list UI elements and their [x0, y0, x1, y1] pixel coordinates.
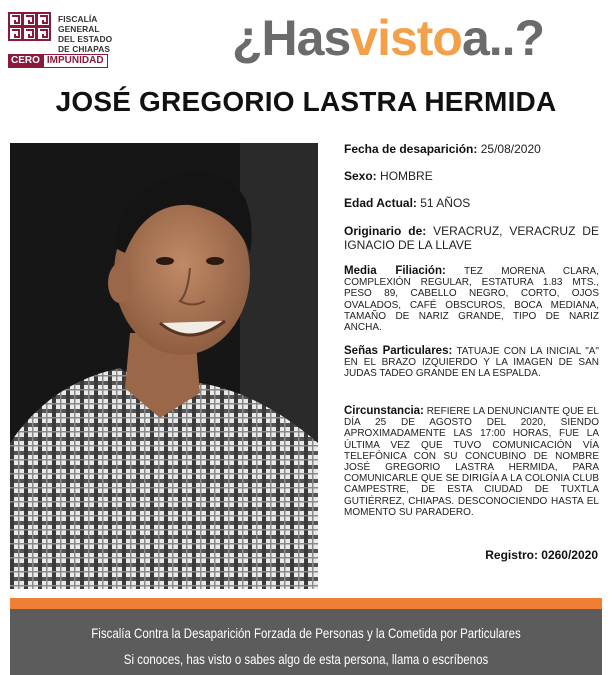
registro-number: Registro: 0260/2020 — [485, 548, 598, 562]
detail-circunstancia — [344, 406, 599, 518]
detail-filiacion — [344, 266, 599, 333]
detail-fecha — [344, 142, 541, 156]
campaign-part-visto: visto — [350, 10, 462, 66]
circunstancia-value: REFIERE LA DENUNCIANTE QUE EL DÍA 25 DE AGOSTO DEL 2020, SIENDO APROXIMADAMENTE LAS 17:00 HORAS, FUE LA ÚLTIMA VEZ QUE TUVO COMUNICACIÓN VÍA TELEFÓNICA CON SU CONCUBINO DE NOMBRE JOSÉ GREGORIO LASTRA HERMIDA, PARA COMUNICARLE QUE SE DIRIGÍA A LA COLONIA CLUB CAMPESTRE, DE ESTA CIUDAD DE TUXTLA GUTIÉRREZ, CHIAPAS. DESCONOCIENDO HASTA EL MOMENTO SU PARADERO. — [344, 406, 599, 518]
detail-sexo — [344, 169, 433, 183]
originario-value: VERACRUZ, VERACRUZ DE IGNACIO DE LA LLAVE — [344, 224, 599, 252]
person-portrait-icon — [10, 143, 318, 589]
senas-value: TATUAJE CON LA INICIAL "A" EN EL BRAZO IZQUIERDO Y LA IMAGEN DE SAN JUDAS TADEO GRANDE EN LA ESPALDA. — [344, 346, 599, 380]
detail-senas — [344, 346, 599, 380]
cero-label: CERO — [8, 54, 43, 68]
footer-agency: Fiscalía Contra la Desaparición Forzada de Personas y la Cometida por Particulares — [91, 625, 521, 641]
fiscalia-emblem-icon — [8, 12, 52, 42]
institution-line: FISCALÍA GENERAL — [58, 14, 100, 34]
fiscalia-logo — [8, 12, 138, 70]
institution-line: DE CHIAPAS — [58, 44, 111, 54]
cero-impunidad-badge — [8, 54, 108, 68]
detail-originario — [344, 224, 599, 252]
fecha-label: Fecha de desaparición: — [344, 142, 478, 156]
senas-label: Señas Particulares: — [344, 345, 453, 357]
campaign-part-has: ¿Has — [232, 10, 351, 66]
originario-label: Originario de: — [344, 224, 427, 238]
institution-name — [58, 14, 138, 54]
edad-label: Edad Actual: — [344, 196, 417, 210]
footer-accent-bar — [10, 598, 602, 609]
circunstancia-label: Circunstancia: — [344, 405, 424, 417]
sexo-label: Sexo: — [344, 169, 377, 183]
fecha-value: 25/08/2020 — [480, 142, 541, 156]
impunidad-label: IMPUNIDAD — [43, 54, 108, 68]
filiacion-value: TEZ MORENA CLARA, COMPLEXIÓN REGULAR, ESTATURA 1.83 MTS., PESO 89, CABELLO NEGRO, CORTO, OJOS OVALADOS, CAFÉ OBSCUROS, BOCA MEDIANA, TAMAÑO DE NARIZ GRANDE, TIPO DE NARIZ ANCHA. — [344, 266, 599, 334]
sexo-value: HOMBRE — [380, 169, 433, 183]
missing-person-name: JOSÉ GREGORIO LASTRA HERMIDA — [55, 86, 557, 117]
institution-line: DEL ESTADO — [58, 34, 113, 44]
campaign-logo — [232, 8, 606, 68]
footer — [10, 609, 602, 675]
edad-value: 51 AÑOS — [420, 196, 471, 210]
detail-edad — [344, 196, 470, 210]
footer-call-to-action: Si conoces, has visto o sabes algo de esta persona, llama o escríbenos — [123, 651, 489, 667]
person-photo — [10, 143, 318, 589]
filiacion-label: Media Filiación: — [344, 265, 446, 277]
campaign-part-a: a..? — [461, 10, 545, 66]
